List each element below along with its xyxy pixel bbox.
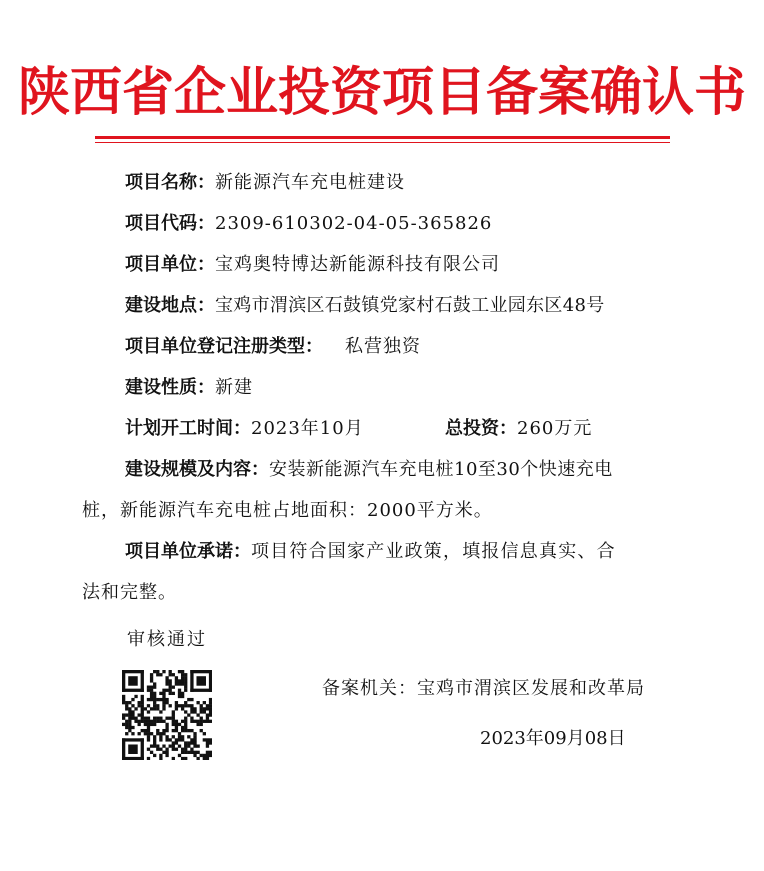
field-scale-continued [82, 499, 493, 523]
field-value: 新建 [215, 377, 253, 398]
authority-label: 备案机关： [322, 678, 417, 699]
field-label: 建设规模及内容： [125, 459, 269, 480]
document-title: 陕西省企业投资项目备案确认书 [17, 62, 746, 123]
field-project-unit [125, 253, 500, 277]
field-value: 私营独资 [345, 336, 421, 357]
filing-date: 2023年09月08日 [480, 728, 626, 749]
field-value: 项目符合国家产业政策，填报信息真实、合 [251, 541, 616, 562]
field-total-investment [445, 417, 592, 441]
field-label: 建设地点： [125, 295, 215, 316]
field-value: 法和完整。 [82, 582, 177, 603]
title-rule-thin [95, 142, 670, 143]
field-label: 项目单位登记注册类型： [125, 336, 323, 357]
field-value: 宝鸡奥特博达新能源科技有限公司 [215, 254, 500, 275]
field-value: 2023年10月 [251, 418, 364, 439]
field-value: 新能源汽车充电桩建设 [215, 172, 405, 193]
field-project-code [125, 212, 492, 236]
field-label: 建设性质： [125, 377, 215, 398]
field-scale [125, 458, 613, 482]
field-commitment [125, 540, 616, 564]
field-registration-type [125, 335, 421, 359]
field-value: 安装新能源汽车充电桩10至30个快速充电 [269, 459, 613, 480]
title-rule-thick [95, 136, 670, 139]
field-value: 260万元 [517, 418, 593, 439]
field-location [125, 294, 605, 318]
field-value: 2309-610302-04-05-365826 [215, 213, 493, 234]
review-status: 审核通过 [127, 629, 207, 650]
filing-authority [322, 677, 645, 701]
field-project-name [125, 171, 405, 195]
field-label: 项目名称： [125, 172, 215, 193]
authority-name: 宝鸡市渭滨区发展和改革局 [417, 678, 645, 699]
field-label: 计划开工时间： [125, 418, 251, 439]
field-nature [125, 376, 253, 400]
field-label: 项目单位承诺： [125, 541, 251, 562]
field-start-time [125, 417, 364, 441]
field-commitment-continued [82, 581, 177, 605]
field-label: 总投资： [445, 418, 517, 439]
field-value: 宝鸡市渭滨区石鼓镇党家村石鼓工业园东区48号 [215, 295, 605, 316]
field-label: 项目单位： [125, 254, 215, 275]
field-value: 桩，新能源汽车充电桩占地面积：2000平方米。 [82, 500, 493, 521]
field-label: 项目代码： [125, 213, 215, 234]
qr-code-icon [122, 670, 212, 760]
